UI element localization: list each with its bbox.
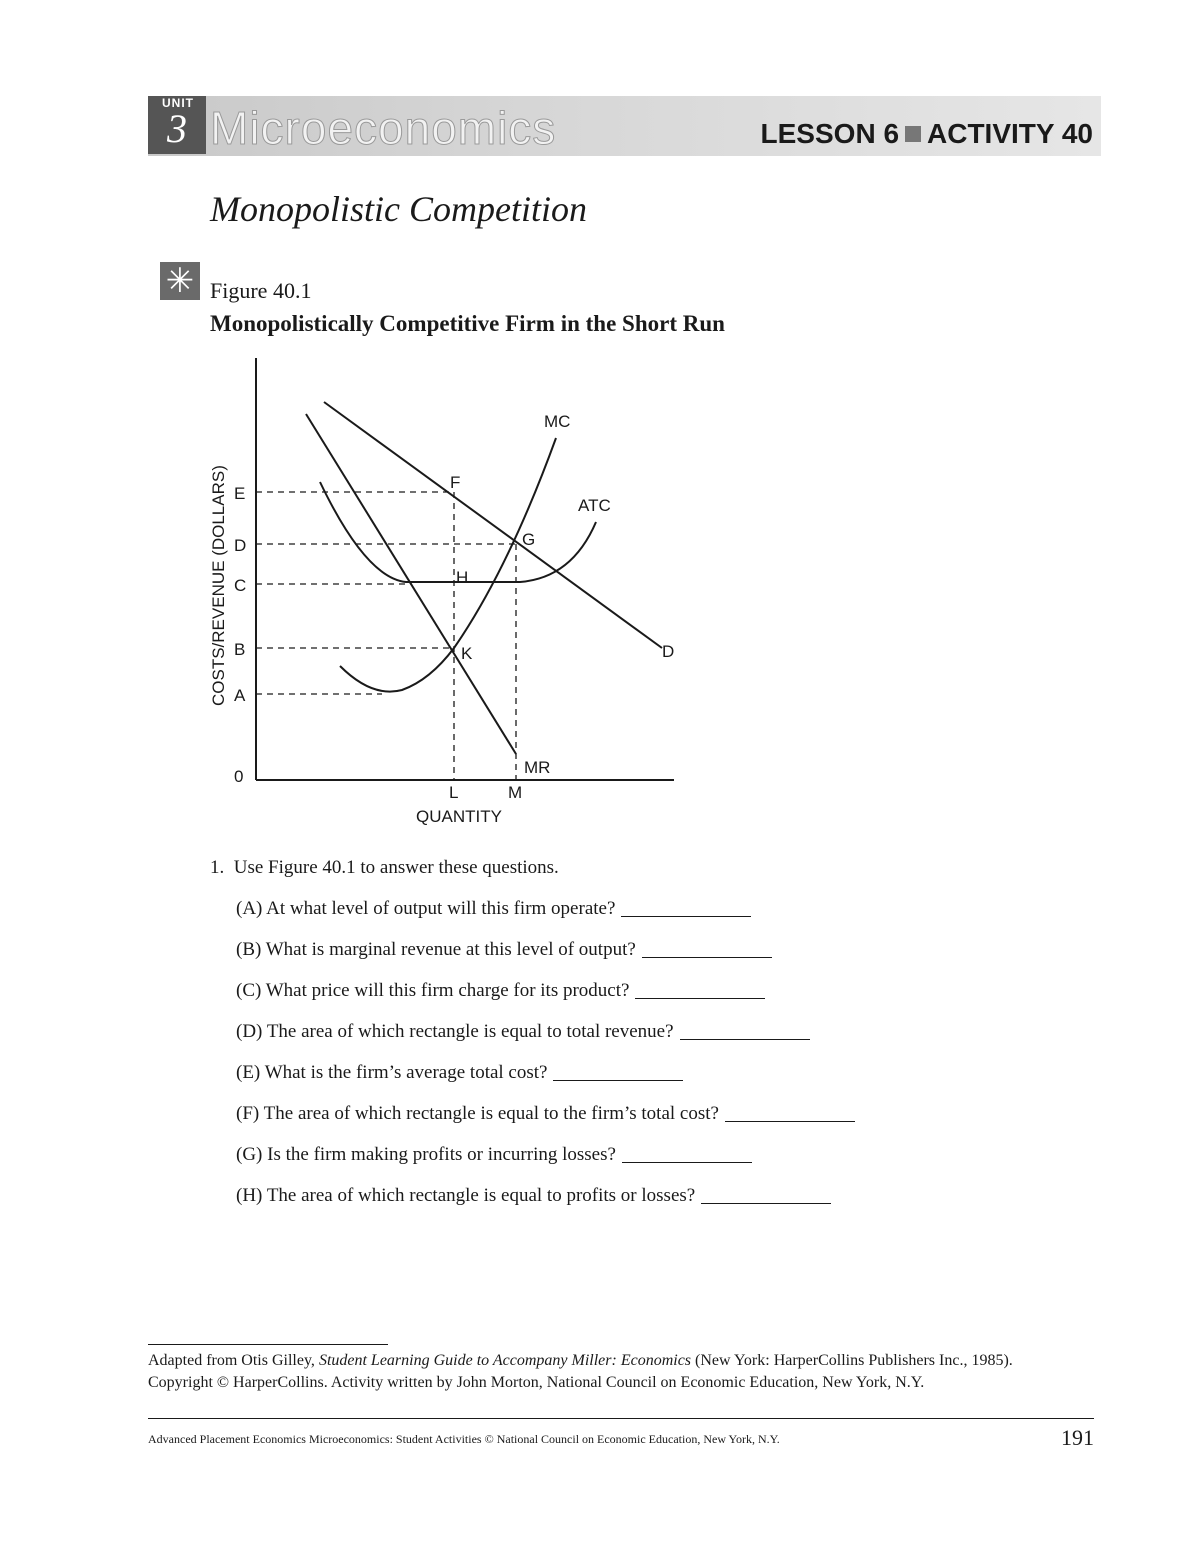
question-c [236, 977, 765, 1005]
footer-text: Advanced Placement Economics Microeconomics: Student Activities © National Council on Economic Education, New York, N.Y. [148, 1432, 780, 1446]
point-k: K [461, 644, 473, 663]
x-tick-l: L [449, 783, 459, 802]
question-f [236, 1100, 855, 1128]
question-letter: (H) [236, 1185, 263, 1206]
question-text: What is the firm’s average total cost? [264, 1062, 548, 1083]
answer-blank[interactable] [642, 939, 772, 958]
footnote-suffix: (New York: HarperCollins Publishers Inc., 1985). [695, 1352, 1013, 1369]
question-letter: (C) [236, 980, 262, 1001]
label-atc: ATC [578, 496, 611, 515]
atc-curve [320, 482, 596, 582]
question-h [236, 1182, 831, 1210]
answer-blank[interactable] [622, 1144, 752, 1163]
question-letter: (D) [236, 1021, 263, 1042]
y-tick-b: B [234, 640, 246, 659]
question-e [236, 1059, 683, 1087]
footer-divider [148, 1418, 1094, 1419]
answer-blank[interactable] [680, 1021, 810, 1040]
figure-title: Monopolistically Competitive Firm in the Short Run [210, 311, 725, 336]
question-letter: (G) [236, 1144, 263, 1165]
lesson-activity [600, 114, 1093, 154]
question-g [236, 1141, 752, 1169]
x-axis-label: QUANTITY [416, 807, 502, 826]
y-tick-a: A [234, 686, 246, 705]
origin-label: 0 [234, 767, 244, 786]
question-text: The area of which rectangle is equal to profits or losses? [266, 1185, 696, 1206]
figure-label: Figure 40.1 [210, 278, 312, 303]
footnote-divider [148, 1344, 388, 1345]
answer-blank[interactable] [635, 980, 765, 999]
question-letter: (E) [236, 1062, 261, 1083]
unit-label: UNIT [162, 96, 194, 110]
question-b [236, 936, 772, 964]
question-text: What is marginal revenue at this level of output? [265, 939, 636, 960]
question-letter: (F) [236, 1103, 260, 1124]
question-d [236, 1018, 810, 1046]
label-mc: MC [544, 412, 571, 431]
figure-graph [190, 350, 710, 840]
footnote-prefix: Adapted from Otis Gilley, [148, 1352, 315, 1369]
y-axis-label: COSTS/REVENUE (DOLLARS) [209, 465, 228, 706]
footnote-line-2: Copyright © HarperCollins. Activity written by John Morton, National Council on Economic Education, New York, N.Y. [148, 1374, 925, 1391]
question-number: 1. [210, 857, 225, 878]
question-intro [210, 854, 559, 882]
y-tick-d: D [234, 536, 247, 555]
page-title: Monopolistic Competition [210, 189, 587, 229]
point-g: G [522, 530, 536, 549]
asterisk-icon: ✳ [160, 262, 200, 300]
point-f: F [450, 473, 461, 492]
answer-blank[interactable] [553, 1062, 683, 1081]
footnote-line-1 [148, 1350, 1013, 1372]
x-tick-m: M [508, 783, 523, 802]
question-a [236, 895, 751, 923]
point-h: H [456, 568, 469, 587]
answer-blank[interactable] [621, 898, 751, 917]
question-intro-text: Use Figure 40.1 to answer these questions. [233, 857, 559, 878]
footnote-book-title: Student Learning Guide to Accompany Miller: Economics [318, 1352, 692, 1369]
unit-title: Microeconomics [210, 102, 557, 154]
activity-label: ACTIVITY 40 [927, 118, 1093, 149]
question-letter: (A) [236, 898, 263, 919]
label-mr: MR [524, 758, 551, 777]
question-text: The area of which rectangle is equal to the firm’s total cost? [263, 1103, 719, 1124]
question-text: The area of which rectangle is equal to total revenue? [266, 1021, 674, 1042]
lesson-label: LESSON 6 [760, 118, 900, 149]
square-bullet-icon [905, 126, 921, 142]
question-text: Is the firm making profits or incurring losses? [267, 1144, 616, 1165]
question-letter: (B) [236, 939, 262, 960]
answer-blank[interactable] [725, 1103, 855, 1122]
label-demand: D [662, 642, 675, 661]
question-text: At what level of output will this firm operate? [266, 898, 616, 919]
unit-number: 3 [167, 106, 187, 151]
answer-blank[interactable] [701, 1185, 831, 1204]
y-tick-e: E [234, 484, 246, 503]
y-tick-c: C [234, 576, 247, 595]
question-text: What price will this firm charge for its product? [265, 980, 630, 1001]
page-number: 191 [1061, 1425, 1094, 1450]
